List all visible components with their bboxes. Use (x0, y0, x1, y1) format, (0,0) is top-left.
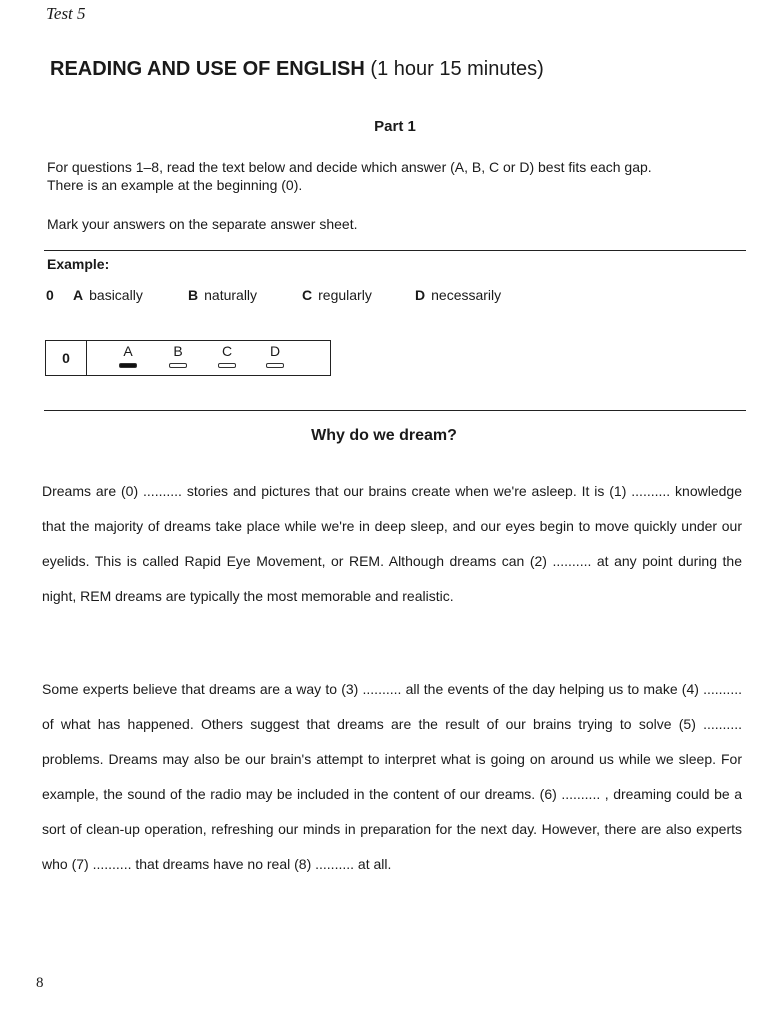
example-label: Example: (47, 256, 110, 272)
answer-box-number: 0 (46, 341, 87, 375)
paragraph-2: Some experts believe that dreams are a way to (3) .......... all the events of the day helping us to make (4) .......... of what has happened. Others suggest that dreams are the result of our brains trying to solve (5) .......... problems. Dreams may also be our brain's attempt to interpret what is going on around us while we sleep. For example, the sound of the radio may be included in the content of our dreams. (6) .......... , dreaming could be a sort of clean-up operation, refreshing our minds in preparation for the next day. However, there are also experts who (7) .......... that dreams have no real (8) .......... at all. (42, 681, 742, 872)
example-number: 0 (46, 287, 54, 303)
mark-answers-note: Mark your answers on the separate answer sheet. (47, 216, 358, 232)
example-answer-box (45, 340, 331, 376)
answer-lozenge-a: A (116, 343, 140, 368)
example-option-c: C regularly (302, 287, 372, 303)
instructions-line-2: There is an example at the beginning (0). (47, 177, 303, 193)
example-option-a: A basically (73, 287, 143, 303)
test-label: Test 5 (46, 4, 86, 23)
divider-top (44, 250, 746, 251)
page-number: 8 (36, 975, 44, 991)
paragraph-1: Dreams are (0) .......... stories and pictures that our brains create when we're asleep. It is (1) .......... knowledge that the majority of dreams take place while we're in deep sleep, and our eyes begin to move quickly under our eyelids. This is called Rapid Eye Movement, or REM. Although dreams can (2) .......... at any point during the night, REM dreams are typically the most memorable and realistic. (42, 483, 742, 604)
answer-lozenge-c: C (215, 343, 239, 368)
example-option-d: D necessarily (415, 287, 502, 303)
paper-title-main: READING AND USE OF ENGLISH (50, 58, 365, 80)
instructions (47, 158, 767, 194)
instructions-line-1: For questions 1–8, read the text below and decide which answer (A, B, C or D) best fits each gap. (47, 159, 652, 175)
divider-bottom (44, 410, 746, 411)
paper-title-time: (1 hour 15 minutes) (370, 58, 544, 80)
paper-title (50, 58, 544, 81)
part-title: Part 1 (374, 118, 416, 135)
text-title: Why do we dream? (311, 427, 457, 444)
example-option-b: B naturally (188, 287, 258, 303)
answer-lozenge-b: B (166, 343, 190, 368)
answer-lozenge-d: D (263, 343, 287, 368)
